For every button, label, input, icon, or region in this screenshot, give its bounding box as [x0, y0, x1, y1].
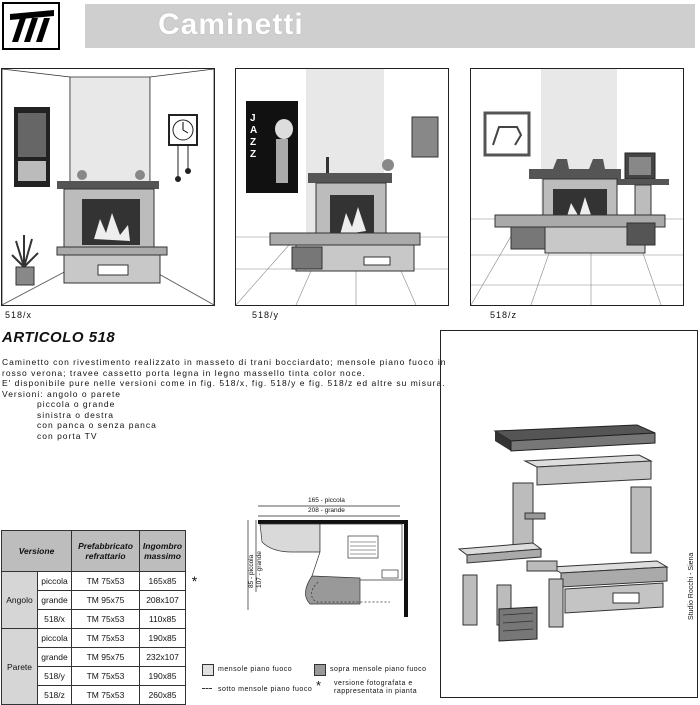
- caption-518z: 518/z: [490, 310, 518, 320]
- desc-line: Caminetto con rivestimento realizzato in masseto di trani bocciardato; mensole piano fuoco in: [2, 357, 447, 367]
- group-parete: Parete: [2, 629, 38, 705]
- dims-cell: 208x107: [140, 591, 186, 610]
- legend-swatch-sotto: [202, 688, 212, 689]
- dims-cell: 190x85: [140, 667, 186, 686]
- group-angolo: Angolo: [2, 572, 38, 629]
- legend-sopra: sopra mensole piano fuoco: [330, 666, 427, 673]
- article-description: [2, 357, 447, 441]
- prefab-cell: TM 75x53: [72, 629, 140, 648]
- desc-line: rosso verona; travee cassetto porta legna in legno massello tinta color noce.: [2, 367, 366, 378]
- caption-518y: 518/y: [252, 310, 280, 320]
- dims-cell: 110x85: [140, 610, 186, 629]
- scene-518x-illustration: [1, 68, 215, 306]
- legend-star-line1: versione fotografata e: [334, 680, 413, 687]
- option-line: con panca o senza panca: [37, 420, 157, 430]
- header-dims: Ingombro massimo: [140, 531, 186, 572]
- svg-text:Z: Z: [250, 149, 257, 160]
- legend-swatch-sopra: [314, 664, 326, 676]
- legend-sotto: sotto mensole piano fuoco: [218, 686, 313, 693]
- prefab-cell: TM 75x53: [72, 667, 140, 686]
- spec-table: [1, 530, 204, 705]
- photographed-mark: *: [191, 573, 198, 589]
- caption-518x: 518/x: [5, 310, 33, 320]
- dim-v-small: 85 - piccola: [248, 554, 255, 588]
- legend-star: *: [316, 678, 322, 693]
- dim-v-large: 107 - grande: [256, 551, 263, 588]
- prefab-cell: TM 95x75: [72, 591, 140, 610]
- option-line: piccola o grande: [37, 399, 116, 409]
- variant-cell: grande: [38, 591, 72, 610]
- svg-text:J: J: [250, 113, 256, 124]
- dims-cell: 260x85: [140, 686, 186, 705]
- desc-line: Versioni: angolo o parete: [2, 388, 122, 399]
- option-line: con porta TV: [37, 430, 98, 441]
- dim-small: 165 - piccola: [308, 497, 345, 504]
- dim-large: 208 - grande: [308, 507, 345, 514]
- legend-star-line2: rappresentata in pianta: [334, 688, 418, 695]
- svg-text:A: A: [250, 125, 258, 136]
- scene-518y-illustration: [235, 68, 449, 306]
- scene-518z-illustration: [470, 68, 684, 306]
- dims-cell: 232x107: [140, 648, 186, 667]
- prefab-cell: TM 75x53: [72, 686, 140, 705]
- studio-credit: Studio Rocchi - Siena: [688, 552, 695, 620]
- table-row: [2, 629, 204, 648]
- variant-cell: 518/y: [38, 667, 72, 686]
- article-title: ARTICOLO 518: [2, 329, 116, 346]
- variant-cell: grande: [38, 648, 72, 667]
- dims-cell: 190x85: [140, 629, 186, 648]
- variant-cell: piccola: [38, 572, 72, 591]
- prefab-cell: TM 95x75: [72, 648, 140, 667]
- prefab-cell: TM 75x53: [72, 610, 140, 629]
- variant-cell: 518/z: [38, 686, 72, 705]
- dims-cell: 165x85: [140, 572, 186, 591]
- desc-line: E' disponibile pure nelle versioni come in fig. 518/x, fig. 518/y e fig. 518/z ed altre su misura.: [2, 378, 446, 388]
- exploded-view-diagram: [440, 330, 698, 698]
- header-version: Versione: [2, 531, 72, 572]
- legend-swatch-mensole: [202, 664, 214, 676]
- brand-logo: [2, 2, 60, 50]
- variant-cell: piccola: [38, 629, 72, 648]
- option-line: sinistra o destra: [37, 409, 114, 420]
- page-title: Caminetti: [158, 8, 304, 41]
- prefab-cell: TM 75x53: [72, 572, 140, 591]
- legend-mensole: mensole piano fuoco: [218, 666, 293, 673]
- header-prefab: Prefabbricato refrattario: [72, 531, 140, 572]
- variant-cell: 518/x: [38, 610, 72, 629]
- svg-text:Z: Z: [250, 137, 257, 148]
- table-row: [2, 572, 204, 591]
